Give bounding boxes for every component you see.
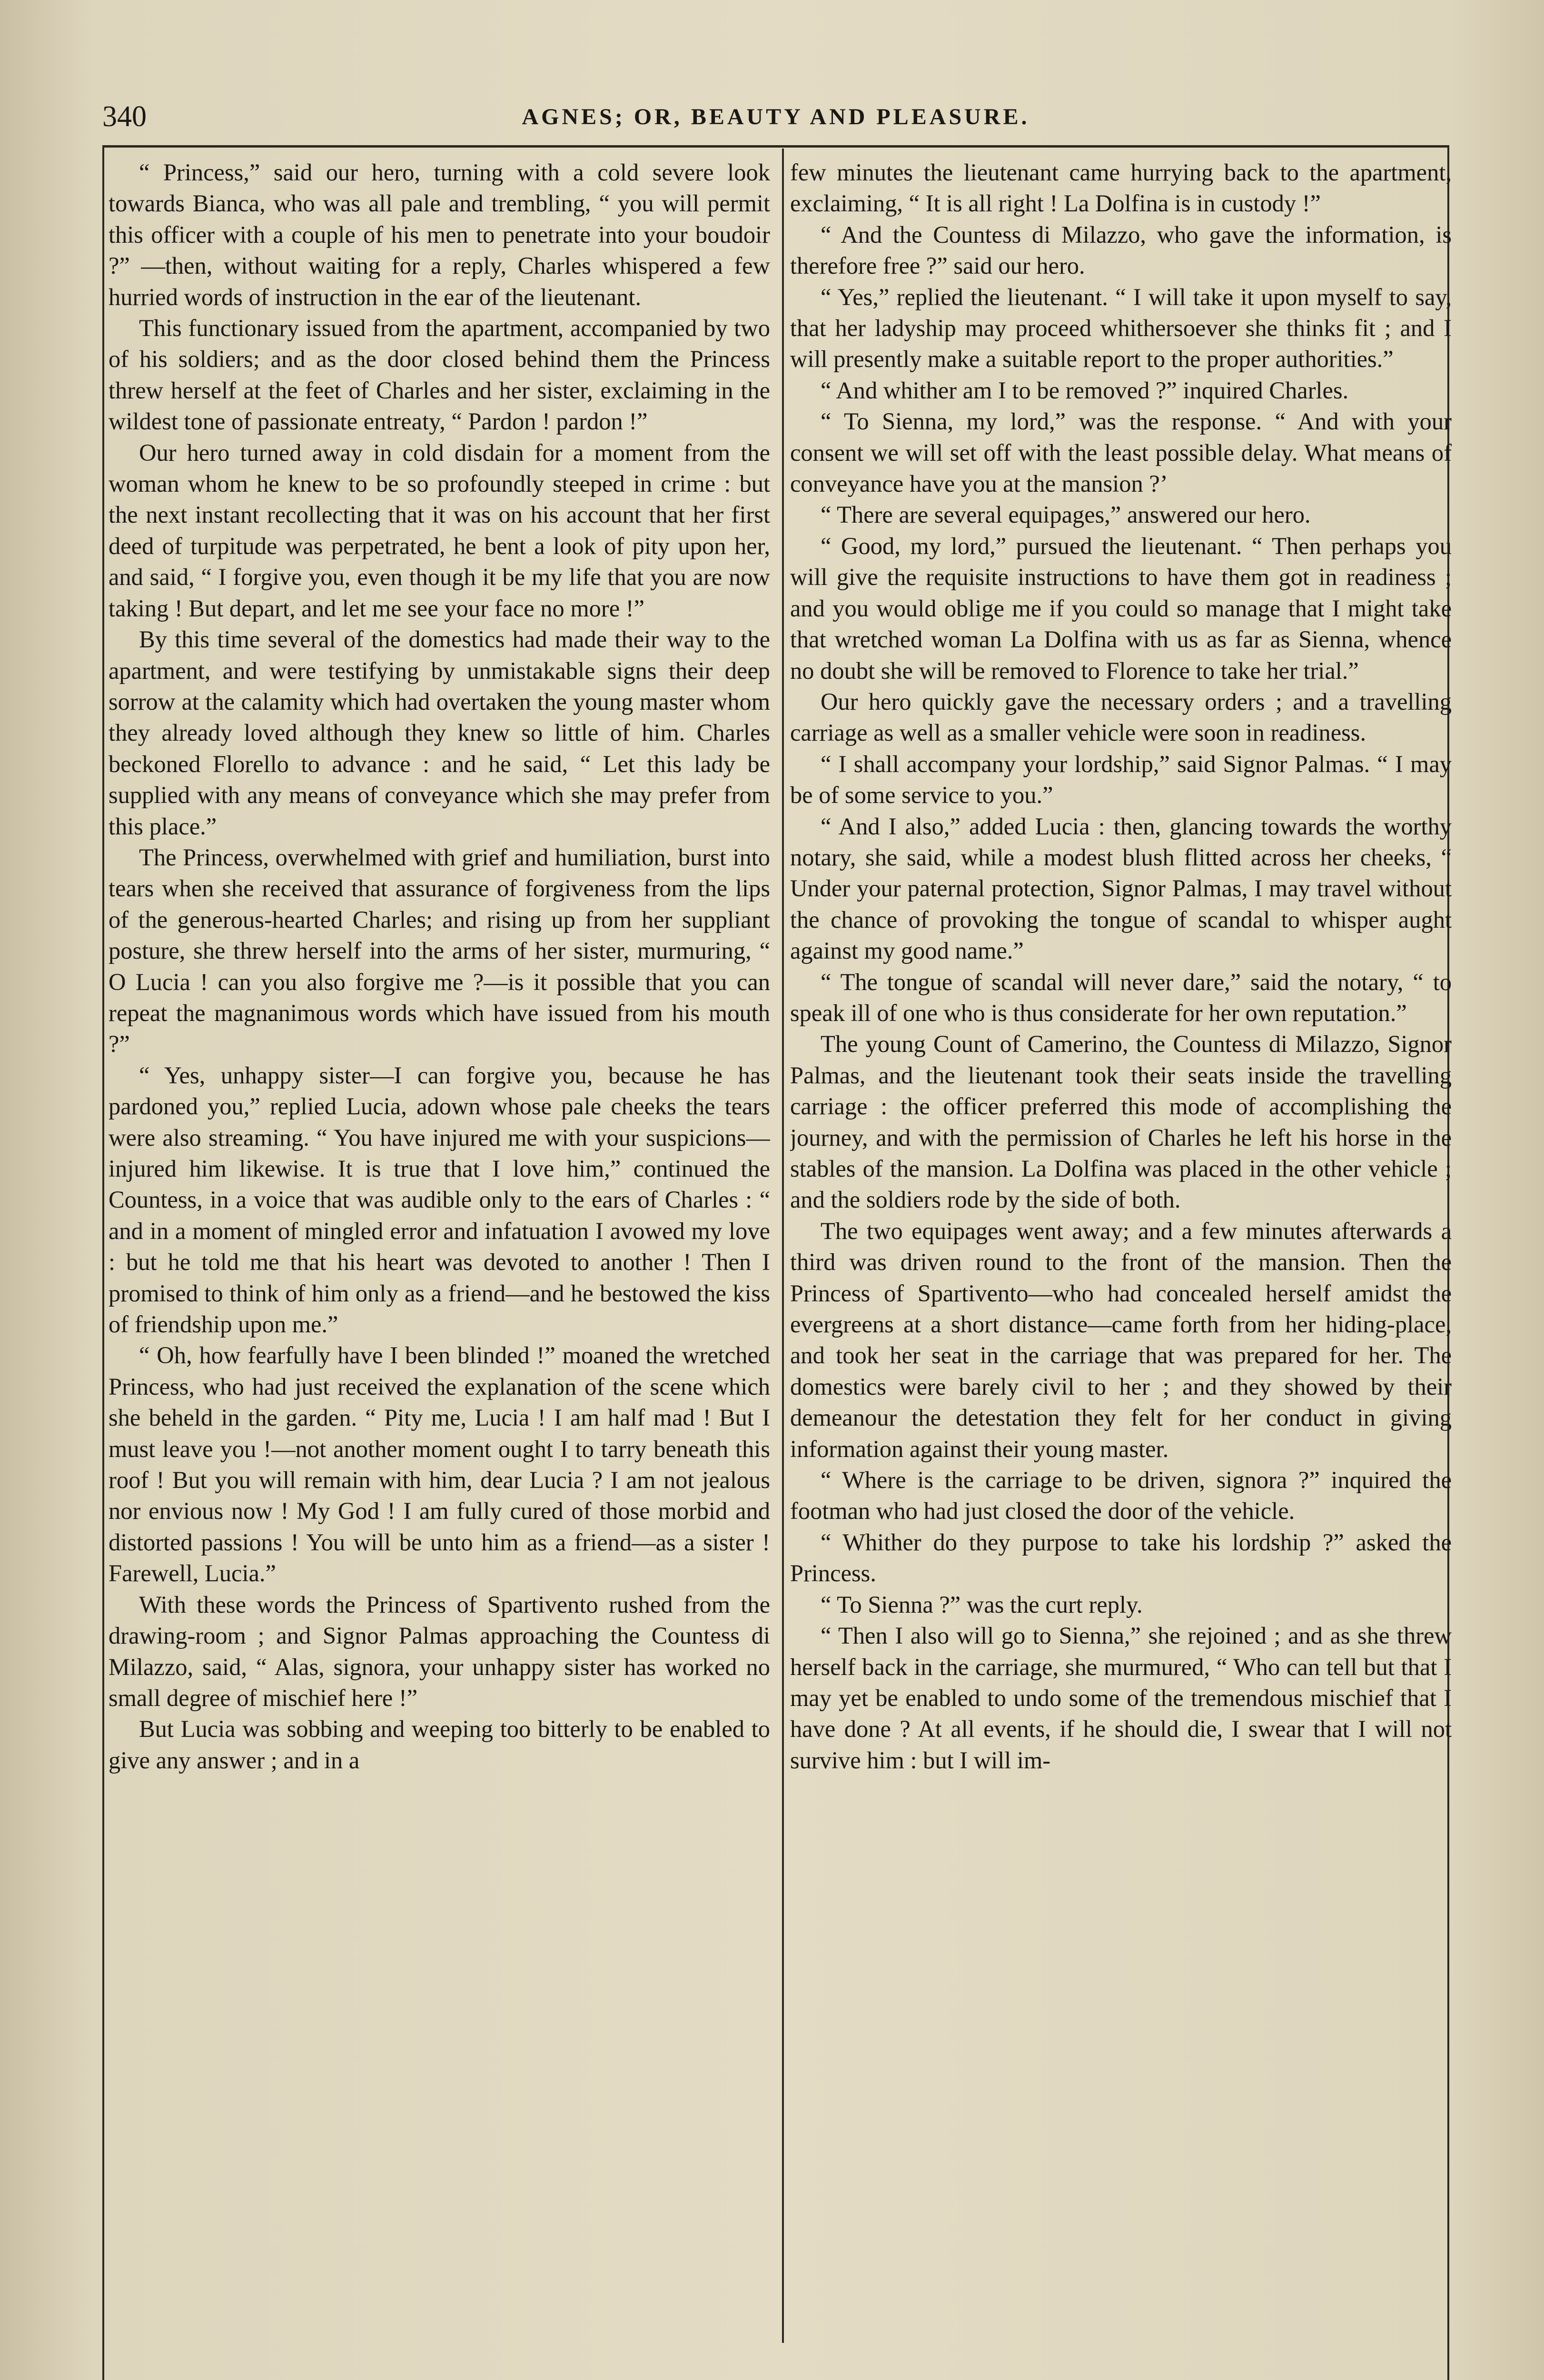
paragraph: The Princess, overwhelmed with grief and humiliation, burst into tears when she received that assurance of forgiveness from the lips of the generous-hearted Charles; and rising up from her suppliant posture, she threw herself into the arms of her sister, murmuring, “ O Lucia ! can you also forgive me ?—is it possible that you can repeat the magnanimous words which have issued from his mouth ?”	[109, 843, 770, 1058]
paragraph: “ And whither am I to be removed ?” inquired Charles.	[821, 377, 1349, 404]
paragraph: “ Where is the carriage to be driven, signora ?” inquired the footman who had just closed the door of the vehicle.	[790, 1467, 1452, 1525]
paragraph: Our hero turned away in cold disdain for a moment from the woman whom he knew to be so profoundly steeped in crime : but the next instant recollecting that it was on his account that her first deed of turpitude was perpetrated, he bent a look of pity upon her, and said, “ I forgive you, even though it be my life that you are now taking ! But depart, and let me see your face no more !”	[109, 439, 770, 622]
paragraph: “ Whither do they purpose to take his lordship ?” asked the Princess.	[790, 1528, 1452, 1587]
paragraph: “ Princess,” said our hero, turning with a cold severe look towards Bianca, who was all pale and trembling, “ you will permit this officer with a couple of his men to penetrate into your boudoir ?” —then, without waiting for a reply, Charles whispered a few hurried words of instruction in the ear of the lieutenant.	[109, 159, 770, 310]
paragraph: The two equipages went away; and a few minutes afterwards a third was driven round to the front of the mansion. Then the Princess of Spartivento—who had concealed herself amidst the evergreens at a short distance—came forth from her hiding-place, and took her seat in the carriage that was prepared for her. The domestics were barely civil to her ; and they showed by their demeanour the detestation they felt for her conduct in giving information against their young master.	[790, 1217, 1452, 1462]
page-number: 340	[102, 100, 147, 133]
paragraph: The young Count of Camerino, the Countess di Milazzo, Signor Palmas, and the lieutenant took their seats inside the travelling carriage : the officer preferred this mode of accomplishing the journey, and with the permission of Charles he left his horse in the stables of the mansion. La Dolfina was placed in the other vehicle ; and the soldiers rode by the side of both.	[790, 1031, 1452, 1213]
paragraph: Our hero quickly gave the necessary orders ; and a travelling carriage as well as a smaller vehicle were soon in readiness.	[790, 688, 1452, 746]
running-title: AGNES; OR, BEAUTY AND PLEASURE.	[522, 104, 1030, 129]
paragraph: With these words the Princess of Spartivento rushed from the drawing-room ; and Signor Palmas approaching the Countess di Milazzo, said, “ Alas, signora, your unhappy sister has worked no small degree of mischief here !”	[109, 1591, 770, 1711]
left-border-rule	[102, 145, 104, 2380]
paragraph: “ The tongue of scandal will never dare,” said the notary, “ to speak ill of one who is thus considerate for her own reputation.”	[790, 968, 1452, 1026]
paragraph: “ And I also,” added Lucia : then, glancing towards the worthy notary, she said, while a modest blush flitted across her cheeks, “ Under your paternal protection, Signor Palmas, I may travel without the chance of provoking the tongue of scandal to whisper aught against my good name.”	[790, 813, 1452, 964]
paragraph: “ Yes,” replied the lieutenant. “ I will take it upon myself to say, that her ladyship may proceed whithersoever she thinks fit ; and I will presently make a suitable report to the proper authorities.”	[790, 283, 1452, 373]
paragraph: “ Yes, unhappy sister—I can forgive you, because he has pardoned you,” replied Lucia, adown whose pale cheeks the tears were also streaming. “ You have injured me with your suspicions—injured him likewise. It is true that I love him,” continued the Countess, in a voice that was audible only to the ears of Charles : “ and in a moment of mingled error and infatuation I avowed my love : but he told me that his heart was devoted to another ! Then I promised to think of him only as a friend—and he bestowed the kiss of friendship upon me.”	[109, 1061, 770, 1338]
left-column	[109, 157, 770, 2347]
top-rule	[102, 145, 1449, 148]
paragraph: “ To Sienna, my lord,” was the response. “ And with your consent we will set off with the least possible delay. What means of conveyance have you at the mansion ?’	[790, 408, 1452, 497]
paragraph: “ Oh, how fearfully have I been blinded !” moaned the wretched Princess, who had just received the explanation of the scene which she beheld in the garden. “ Pity me, Lucia ! I am half mad ! But I must leave you !—not another moment ought I to tarry beneath this roof ! But you will remain with him, dear Lucia ? I am not jealous nor envious now ! My God ! I am fully cured of those morbid and distorted passions ! You will be unto him as a friend—as a sister ! Farewell, Lucia.”	[109, 1342, 770, 1587]
paragraph: “ I shall accompany your lordship,” said Signor Palmas. “ I may be of some service to you.”	[790, 750, 1452, 809]
paragraph: “ Then I also will go to Sienna,” she rejoined ; and as she threw herself back in the carriage, she murmured, “ Who can tell but that I may yet be enabled to undo some of the tremendous mischief that I have done ? At all events, if he should die, I swear that I will not survive him : but I will im-	[790, 1622, 1452, 1774]
paragraph: By this time several of the domestics had made their way to the apartment, and were testifying by unmistakable signs their deep sorrow at the calamity which had overtaken the young master whom they already loved although they knew so little of him. Charles beckoned Florello to advance : and he said, “ Let this lady be supplied with any means of conveyance which she may prefer from this place.”	[109, 626, 770, 840]
paragraph: few minutes the lieutenant came hurrying back to the apartment, exclaiming, “ It is all right ! La Dolfina is in custody !”	[790, 159, 1452, 217]
page-header	[102, 98, 1449, 136]
paragraph: “ Good, my lord,” pursued the lieutenant. “ Then perhaps you will give the requisite instructions to have them got in readiness ; and you would oblige me if you could so manage that I might take that wretched woman La Dolfina with us as far as Sienna, whence no doubt she will be removed to Florence to take her trial.”	[790, 532, 1452, 684]
paragraph: But Lucia was sobbing and weeping too bitterly to be enabled to give any answer ; and in a	[109, 1716, 770, 1774]
paragraph: “ There are several equipages,” answered our hero.	[821, 501, 1311, 528]
paragraph: “ To Sienna ?” was the curt reply.	[821, 1591, 1143, 1618]
paragraph: This functionary issued from the apartment, accompanied by two of his soldiers; and as the door closed behind them the Princess threw herself at the feet of Charles and her sister, exclaiming in the wildest tone of passionate entreaty, “ Pardon ! pardon !”	[109, 315, 770, 435]
right-column	[790, 157, 1452, 2347]
paragraph: “ And the Countess di Milazzo, who gave the information, is therefore free ?” said our hero.	[790, 221, 1452, 279]
column-divider	[782, 149, 784, 2343]
